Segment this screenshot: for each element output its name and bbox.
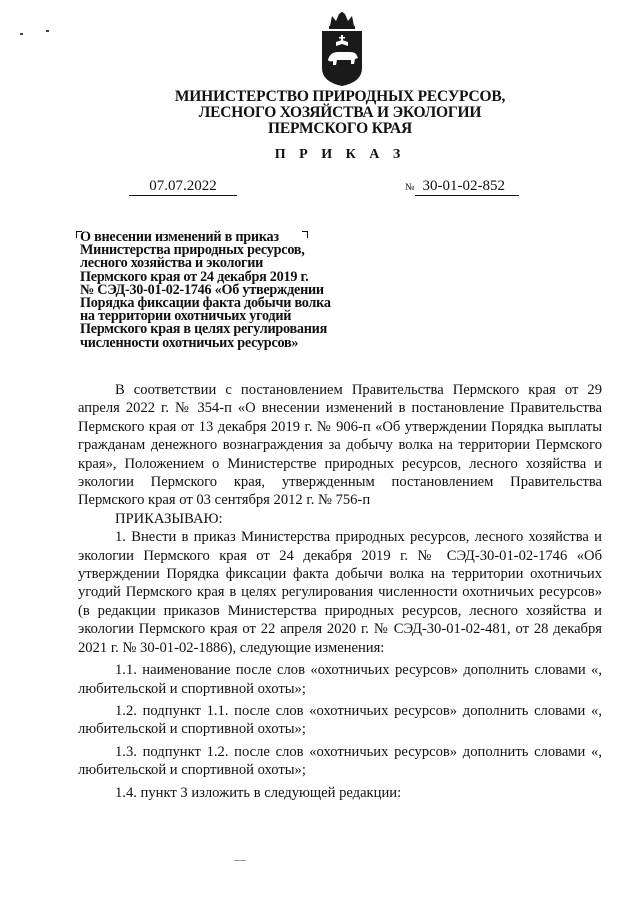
item-1-3-paragraph: 1.3. подпункт 1.2. после слов «охотничьих ресурсов» дополнить словами «, любительской и спортивной охоты»;: [78, 743, 602, 779]
subject-line: Министерства природных ресурсов,: [80, 242, 305, 259]
document-type-title: П Р И К А З: [274, 147, 406, 162]
subject-line: на территории охотничьих угодий: [80, 308, 292, 325]
subject-line: численности охотничьих ресурсов»: [80, 334, 299, 351]
ministry-line: ПЕРМСКОГО КРАЯ: [267, 120, 413, 137]
item-1-paragraph: 1. Внести в приказ Министерства природных ресурсов, лесного хозяйства и экологии Пермского края от 24 декабря 2019 г. № СЭД-30-01-02-1746 «Об утверждении Порядка фиксации факта добычи волка на территории охотничьих угодий Пермского края в целях регулирования численности охотничьих ресурсов» (в редакции приказов Министерства природных ресурсов, лесного хозяйства и экологии Пермского края от 22 апреля 2020 г. № СЭД-30-01-02-481, от 28 декабря 2021 г. № 30-01-02-1886), следующие изменения:: [78, 529, 602, 656]
item-1-1-paragraph: 1.1. наименование после слов «охотничьих ресурсов» дополнить словами «, любительской и спортивной охоты»;: [78, 662, 602, 697]
subject-line: лесного хозяйства и экологии: [80, 255, 264, 272]
perm-krai-coat-of-arms-icon: [320, 12, 364, 86]
subject-line: Пермского края в целях регулирования: [80, 321, 328, 338]
document-date: 07.07.2022: [129, 178, 237, 196]
item-1-4-paragraph: 1.4. пункт 3 изложить в следующей редакции:: [115, 784, 402, 801]
ministry-line: МИНИСТЕРСТВО ПРИРОДНЫХ РЕСУРСОВ,: [174, 88, 506, 105]
document-number-field: [405, 178, 519, 196]
subject-line: О внесении изменений в приказ: [80, 229, 279, 245]
subject-line: № СЭД-30-01-02-1746 «Об утверждении: [80, 281, 324, 298]
subject-line: Пермского края от 24 декабря 2019 г.: [80, 268, 309, 285]
ministry-line: ЛЕСНОГО ХОЗЯЙСТВА И ЭКОЛОГИИ: [198, 104, 482, 121]
item-1-2-paragraph: 1.2. подпункт 1.1. после слов «охотничьих ресурсов» дополнить словами «, любительской и спортивной охоты»;: [78, 702, 602, 738]
subject-line: Порядка фиксации факта добычи волка: [80, 295, 331, 312]
document-subject: [80, 231, 380, 350]
order-word: ПРИКАЗЫВАЮ:: [115, 510, 223, 527]
ministry-name: [140, 89, 540, 137]
document-body: [78, 381, 602, 802]
scan-artifact: [20, 33, 23, 35]
preamble-paragraph: В соответствии с постановлением Правительства Пермского края от 29 апреля 2022 г. № 354-п «О внесении изменений в постановление Правительства Пермского края от 13 декабря 2019 г. № 906-п «Об утверждении Порядка выплаты гражданам денежного вознаграждения за добычу волка на территории Пермского края», Положением о Министерстве природных ресурсов, лесного хозяйства и экологии Пермского края, утвержденным постановлением Правительства Пермского края от 03 сентября 2012 г. № 756-п: [78, 382, 602, 509]
scan-artifact: [46, 30, 49, 32]
document-number: 30-01-02-852: [415, 178, 520, 196]
number-sign: №: [405, 182, 415, 193]
scan-artifact: [234, 860, 246, 861]
